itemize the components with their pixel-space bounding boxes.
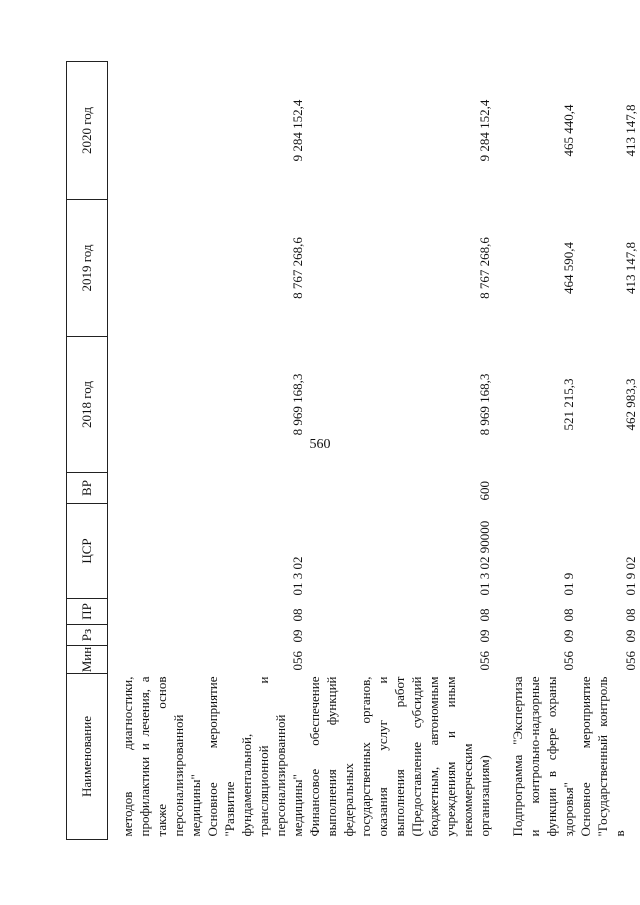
row-name: Основное мероприятие "Развитие фундаментальной, трансляционной и персонализированной медицины"	[205, 676, 305, 837]
row-name: методов диагностики, профилактики и лечения, а также основ персонализированной медицины"	[120, 676, 203, 837]
row-rz: 09	[477, 629, 492, 643]
row-csr: 01 9 02	[623, 556, 638, 596]
row-vr	[108, 473, 205, 504]
row-2020: 9 284 152,4	[477, 99, 492, 162]
table-row	[204, 62, 306, 840]
header-vr: ВР	[67, 473, 108, 504]
row-2018: 8 969 168,3	[477, 373, 492, 436]
table-row	[493, 62, 577, 840]
row-pr: 08	[290, 608, 305, 622]
row-pr: 08	[561, 608, 576, 622]
row-2019: 8 767 268,6	[477, 237, 492, 299]
rotated-page-content	[66, 62, 638, 840]
row-rz	[108, 625, 205, 646]
row-2018	[108, 337, 205, 473]
row-name: Финансовое обеспечение выполнения функций федеральных государственных органов, оказания услуг и выполнения работ (Предоставление субсидий бюджетным, автономным учреждениям и иным некоммерческим организациям)	[307, 676, 492, 837]
header-2019: 2019 год	[67, 200, 108, 337]
row-rz: 09	[623, 629, 638, 643]
table-header-row	[67, 62, 108, 840]
row-csr	[108, 504, 205, 599]
row-rz: 09	[290, 629, 305, 643]
row-pr	[108, 599, 205, 625]
row-2018: 8 969 168,3	[290, 373, 305, 436]
header-2020: 2020 год	[67, 62, 108, 200]
row-csr: 01 9	[561, 572, 576, 596]
row-2018: 521 215,3	[561, 378, 576, 431]
row-2019: 464 590,4	[561, 242, 576, 294]
row-2018: 462 983,3	[623, 378, 638, 431]
row-min: 056	[290, 651, 305, 671]
row-2020	[108, 62, 205, 200]
row-2019: 413 147,8	[623, 242, 638, 294]
row-2020: 465 440,4	[561, 104, 576, 157]
row-vr	[577, 473, 639, 504]
row-pr: 08	[623, 608, 638, 622]
row-name: Основное мероприятие "Государственный контроль в	[578, 676, 627, 837]
row-2019: 8 767 268,6	[290, 237, 305, 299]
row-csr: 01 3 02	[290, 556, 305, 596]
budget-table	[66, 61, 639, 840]
row-min: 056	[561, 651, 576, 671]
row-name: Подпрограмма "Экспертиза и контрольно-надзорные функции в сфере охраны здоровья"	[510, 676, 576, 837]
table-row	[306, 62, 493, 840]
row-min	[108, 646, 205, 674]
row-min: 056	[623, 651, 638, 671]
row-vr	[493, 473, 577, 504]
row-min: 056	[477, 651, 492, 671]
row-2020: 9 284 152,4	[290, 99, 305, 162]
row-pr: 08	[477, 608, 492, 622]
row-csr: 01 3 02 90000	[477, 520, 492, 596]
table-row	[108, 62, 205, 840]
header-min: Мин	[67, 646, 108, 674]
header-rz: Рз	[67, 625, 108, 646]
header-name: Наименование	[67, 674, 108, 840]
header-csr: ЦСР	[67, 504, 108, 599]
header-pr: ПР	[67, 599, 108, 625]
row-2020: 413 147,8	[623, 104, 638, 157]
page-number: 560	[309, 437, 331, 452]
row-2019	[108, 200, 205, 337]
row-rz: 09	[561, 629, 576, 643]
table-row	[577, 62, 639, 840]
row-vr	[204, 473, 306, 504]
row-vr: 600	[477, 481, 492, 501]
header-2018: 2018 год	[67, 337, 108, 473]
